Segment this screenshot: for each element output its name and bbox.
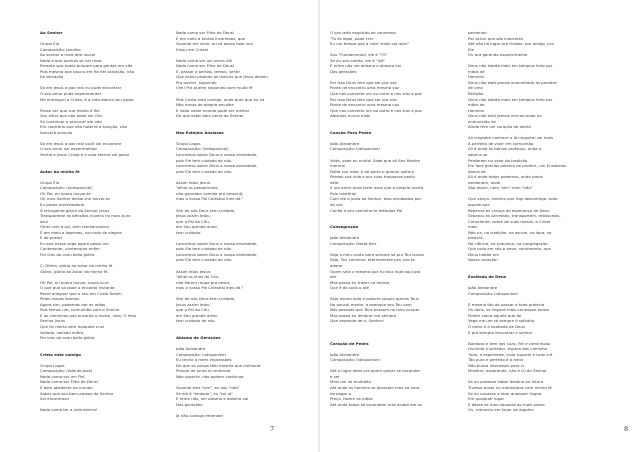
lyric-line: Confia a seu caminho te métodos Pai <box>330 207 403 213</box>
lyric-line: Lancemos sobre Deus a nossa ansiedade, <box>176 251 258 257</box>
lyric-line: dele. <box>330 179 340 185</box>
lyric-line: mãos de <box>468 102 485 108</box>
lyric-line: Nada como ser Filho de Deus! <box>176 63 235 69</box>
lyric-line: Lancemos sobre Deus a nossa ansiedade, <box>176 240 258 246</box>
lyric-line: Que nos converte um ao outro e nos traz a paz <box>330 91 422 97</box>
lyric-line: Só em Jesus a paz real eu pude encontrar <box>40 85 122 91</box>
lyric-line: Porque de junto eu entendo <box>176 368 231 374</box>
lyric-line: Saber que sou bem-ambas do Senhor <box>40 390 114 396</box>
lyric-line: Por achar que são inocentes <box>468 35 524 41</box>
lyric-line: houverá solução <box>40 129 73 135</box>
lyric-line: Mas possa eu lembrar me sempre <box>330 312 397 318</box>
lyric-line: Preço, fazem as mãos <box>330 396 373 402</box>
lyric-line: Jesus assim falou, <box>176 301 211 307</box>
lyric-line: Que tudo em nós o amor, sentimento, que <box>468 246 551 252</box>
lyric-line: mãos de <box>468 68 485 74</box>
lyric-line: De que as coisas têm mesmo que melhorar <box>176 362 261 368</box>
lyric-line: Deus não habita mais em templos feito por <box>468 63 553 69</box>
lyric-line: Vim! Pra querer seguindo com muita fé <box>176 85 253 91</box>
lyric-line: No poucal mente, o exemplo seu Teu vem <box>330 301 412 307</box>
lyric-line: E bem obedecer ao mundo <box>40 385 93 390</box>
lyric-line: Mais um na multidão <box>330 379 371 385</box>
lyric-line: morreu! <box>330 163 346 169</box>
lyric-line: Perderam no valor da tradição <box>468 157 528 163</box>
lyric-line: Bondoso e tem nas suas, fiel e caminhoso <box>468 340 550 346</box>
right-page-column-2 <box>468 30 586 413</box>
lyric-line: Não busca interesses para si <box>468 362 524 368</box>
lyric-line: E entre nós, um abismo e abismo vai <box>176 396 249 402</box>
lyric-line: sabeus se <box>468 152 488 158</box>
lyric-line: Que é do sues o até <box>330 285 369 291</box>
lyric-line: Até onde os homens se abraçam mas na hora <box>330 385 420 390</box>
lyric-line: É mesmo tão de passar e toda profecia <box>468 301 545 307</box>
lyric-line: Nosso coração! <box>468 257 498 263</box>
lyric-line: Por isso Deus tem que ser pra nós <box>330 79 397 85</box>
lyric-line: Agora sim, podemos dar as mãos <box>40 301 106 307</box>
lyric-line: Perante que todos buscam para gentes em vão <box>40 63 133 69</box>
lyric-line: "olhai os lírios do Céu, <box>176 274 220 280</box>
lyric-line: Seja o meu canto para sempre só pro Teu louvor <box>330 251 425 257</box>
lyric-line: de uma <box>468 85 483 91</box>
lyric-line: Nada a que queiras se ver mais <box>40 57 102 63</box>
lyric-line: Lancemos sobre Deus a nossa ansiedade, <box>176 152 258 158</box>
lyric-line: pois Ele tem cuidado de nós. <box>176 157 233 163</box>
lyric-line: Deus habite em <box>468 251 499 257</box>
lyric-line: Eu que nesse sego agora posso ver <box>40 240 110 246</box>
lyric-line: Nada como ser Filho de Deus! <box>176 30 235 35</box>
lyric-line: É em meio a lágrimas, surrindo de alegria <box>40 229 122 235</box>
lyric-line: Deus não está jamais encracurado no <box>468 113 542 119</box>
lyric-line: azul <box>40 218 48 224</box>
lyric-line: Sei encontrasn <box>40 396 70 402</box>
lyric-line: Ou pra gerando esquecimento <box>468 52 528 58</box>
lyric-line: Oh Pai, eu quero louvar-te <box>40 190 91 196</box>
left-page <box>0 0 318 452</box>
lyric-line: pois Ele tem cuidado de nós. <box>176 257 233 263</box>
lyric-line: Deus não está jamais aconreitado as paredes <box>468 79 557 85</box>
lyric-line: Composição: Indisponível <box>330 146 380 152</box>
lyric-line: Quando me sinto, eu só posso falar seu <box>176 41 254 47</box>
song-title: Canção Para Pedro <box>330 129 372 135</box>
lyric-line: em Seu grande amor, <box>176 312 219 318</box>
lyric-line: João Alexandre <box>330 351 360 357</box>
lyric-line: Não suporta, não podem continuar <box>176 373 244 379</box>
lyric-line: Ali ninguém conhece o lá ninguém vai mais <box>468 135 554 141</box>
lyric-line: Grupo Logos <box>40 362 65 368</box>
lyric-line: de pagar o <box>330 390 352 396</box>
lyric-line: Oh Pai, eu quero louvar, louvá-lo-ei <box>40 279 109 285</box>
lyric-line: Eu tenho a mem impressões <box>176 357 232 363</box>
lyric-line: Abismos nunca mais <box>330 113 371 119</box>
lyric-line: Se eu ousasse a falar qualquer língua <box>468 390 542 396</box>
lyric-line: Composição: Indisponível <box>176 351 226 357</box>
lyric-line: mas o vosso Pai Celestial lhes dá." <box>176 285 244 291</box>
lyric-line: Já não consigo entender <box>176 412 224 418</box>
lyric-line: Pois mesmo que pouco em Ho fiel salvação, não <box>40 68 135 74</box>
lyric-line: Não na, na tradição, na escola, na lapa, na <box>468 229 552 235</box>
lyric-line: Vallade, vallada enfim, <box>40 329 85 335</box>
lyric-line: Que foi morto sem maquela cruz <box>40 323 105 329</box>
lyric-line: Se continuar a procurar em vão <box>40 118 102 124</box>
lyric-line: E desse as mas riquezas ao mais pobre <box>468 401 545 407</box>
lyric-line: Só em Jesus a paz real você vai encontrar <box>40 140 122 146</box>
lyric-line: Consciente, sobre de suas mesas, a Cristo <box>468 218 551 224</box>
lyric-line: Por trás do ceou bello glória <box>40 251 95 257</box>
lyric-line: Composição: Jandiho <box>40 46 81 52</box>
right-page-number: 8 <box>624 425 629 433</box>
lyric-line: Tão puro e perfeito é o amor <box>468 357 524 363</box>
lyric-line: Que vença, menino que fugi descarrega, tudo <box>468 196 558 202</box>
lyric-line: Que nos converte um ao outro e nos traz a paz <box>330 107 422 113</box>
lyric-line: Se eu sou careta, ele é "ijiã" <box>330 57 386 63</box>
lyric-line: Assim falou Jesus: <box>176 179 212 185</box>
lyric-line: Que estou pisando as marcas que Jesus deixou <box>176 74 268 80</box>
lyric-line: Olhei com o sol, sem reerkencidora, <box>40 224 111 230</box>
lyric-line: perdendo <box>468 30 487 35</box>
lyric-line: Até onde todos se escondem mas acaba em se <box>330 401 422 407</box>
lyric-line: Mistério, esperando, não é cú do Senhor <box>468 368 547 374</box>
lyric-line: Que depende de ti, Senhor! <box>330 318 384 324</box>
lyric-line: não guardam comida pra amanhã, <box>176 190 244 196</box>
lyric-line: Ponte de encontro uma mesma voz <box>330 85 400 91</box>
lyric-line: Composição: Marta Kerr <box>330 240 377 246</box>
lyric-line: Ali é onde os barcos profanos, onde o <box>468 146 542 152</box>
lyric-line: Ainda fere um coração de pedra <box>468 124 531 130</box>
lyric-line: Pois temos um, comunhão com o Senhor <box>40 307 120 313</box>
lyric-line: Religião <box>468 91 484 97</box>
lyric-line: Grupo Logos <box>176 140 201 146</box>
lyric-line: Sim de nós Deus tem cuidado, <box>176 296 236 302</box>
lyric-line: Homens <box>468 74 484 80</box>
lyric-line: donos de <box>468 168 486 174</box>
song-title: Não Estejais Ansiosos <box>176 129 224 135</box>
song-title: Ao Senhor <box>40 30 63 35</box>
lyric-line: Repensa as crença da esperança de Deus <box>468 207 550 213</box>
lyric-line: Ali é onde todos podemos, onde todos <box>468 174 543 180</box>
song-title: Exaltada de Deus <box>468 274 507 280</box>
lyric-line: Das gerações <box>176 401 203 407</box>
lyric-line: Em contrário que não hoterra a solução, não <box>40 124 128 130</box>
lyric-line: "Tu és legal, pode crer <box>330 35 374 41</box>
lyric-line: Contemplar, contemplar enfim <box>40 246 100 252</box>
lyric-line: Ao senhor a mais alto louvor <box>40 52 96 58</box>
lyric-line: São assim, nem "sim" nem "não" <box>468 185 533 191</box>
lyric-line: Quem seja o mesmo que tu teus hoje aqui pra <box>330 268 421 274</box>
lyric-line: Pro querer, seguindo <box>176 79 217 85</box>
lyric-line: Me entreguei a Cristo, é a vida eterna sou gozar <box>40 96 134 102</box>
lyric-line: há salvação <box>40 74 64 80</box>
lyric-line: aquele que <box>468 201 490 207</box>
left-page-column-1 <box>40 30 158 413</box>
lyric-line: O seu jeito esquisito de conversar <box>330 30 397 35</box>
lyric-line: Nada como ser Filho de Deus! <box>40 379 99 385</box>
lyric-line: Até o lugar ideal pra quem quiser se esconder <box>330 368 421 374</box>
lyric-line: Assim falou Jesus: <box>176 268 212 274</box>
lyric-line: Homens <box>468 107 484 113</box>
lyric-line: Posso ver que sua Hóstia é fiel <box>40 107 100 113</box>
lyric-line: Composição: (Adauto José) <box>40 368 93 374</box>
lyric-line: E de prazer <box>40 235 63 241</box>
right-page <box>320 0 638 452</box>
lyric-line: Composição: Indisponível <box>330 357 380 363</box>
lyric-line: Em qualquer lugar <box>468 396 505 402</box>
lyric-line: Quando eles "sim", eu sou "não" <box>176 385 240 390</box>
lyric-line: E nada neste mundo pode ser melhor <box>176 107 250 113</box>
lyric-line: E pra sempre encontrar o senhor <box>468 329 533 335</box>
lyric-line: dar <box>330 274 337 280</box>
lyric-line: Perdeu sua vida e por suas fraquezas pediu <box>330 174 415 180</box>
lyric-line: Sou "Fundamental, ele é "TS" <box>330 52 388 58</box>
lyric-line: pois Ele tem cuidado de nós. <box>176 168 233 174</box>
lyric-line: Deus não habita mais em templos feito por <box>468 96 553 102</box>
lyric-line: C: Glória, glória ao autor da minha fé <box>40 262 113 268</box>
lyric-line: Sim de nós Deus tem cuidado, <box>176 207 236 213</box>
lyric-line: Composição: (Indisponível) <box>176 146 229 152</box>
lyric-line: Jesus assim falou, <box>176 213 211 219</box>
lyric-line: Ou, mereceu em favor de alguém <box>468 407 534 413</box>
lyric-line: Do que estar bem perto do Senhor <box>176 113 244 119</box>
lyric-line: Nada como ter a vida eterna! <box>40 407 98 413</box>
lyric-line: e ser <box>330 373 340 379</box>
lyric-line: João Alexandre <box>330 140 360 146</box>
lyric-line: Até não há lugar pra fraldas, pra amigo, pra <box>468 41 554 47</box>
lyric-line: O seu amor pude experimentar <box>40 91 102 97</box>
lyric-line: não fiarem roupa pra vestir, <box>176 279 231 285</box>
lyric-line: perderiam, onde <box>468 179 501 185</box>
lyric-line: A reluzgente glória do Senhor Jesus <box>40 207 110 213</box>
lyric-line: Se eu pudesse saber destino ou futuro <box>468 379 544 385</box>
lyric-line: Nada como ser um Fiel <box>40 373 85 379</box>
lyric-line: Não havas de alegria encolhe <box>176 102 234 108</box>
lyric-line: Tivesse ouser no montanhas com minha fé <box>468 385 552 390</box>
lyric-line: pois Ele tem cuidado de nós. <box>176 246 233 252</box>
lyric-line: Mas possa eu trazer na mente, <box>330 279 391 285</box>
lyric-line: Grupo Élo <box>40 179 60 185</box>
lyric-line: Seja minha vida a palavra saquis queres Teus <box>330 296 419 302</box>
lyric-line: E os caminhos que encanta a morte, vida, O meu <box>40 312 137 318</box>
lyric-line: Nada como ser um servo útil <box>176 57 233 63</box>
lyric-line: João Alexandre <box>330 235 360 241</box>
lyric-line: Das gerações <box>330 68 357 74</box>
lyric-line: E entre nós um abismo o abismo vai <box>330 63 401 69</box>
lyric-line: Volta, sabe eu muito! Sabe que ali Seu Mestre <box>330 157 420 163</box>
lyric-line: que o Pai do Céu, <box>176 307 210 313</box>
lyric-line: Lancemos sobre Deus a nossa ansiedade, <box>176 163 258 169</box>
lyric-line: Separou as correntes, transportem, rebuscelos, <box>468 213 561 219</box>
lyric-line: Tudo, e esperiente, tudo suporta e tudo crê <box>468 351 553 357</box>
lyric-line: Senhor Jesus <box>40 318 66 324</box>
left-page-column-2 <box>176 30 294 418</box>
song-title: Consagração <box>330 224 359 230</box>
song-title: Coração de Pedra <box>330 340 369 346</box>
lyric-line: Transparente as bênçãos nuvens no mais puro <box>40 213 131 219</box>
song-title: Autor da minha fé <box>40 168 80 174</box>
lyric-line: Pois Cristo está comigo, onde quer que eu vá <box>176 96 265 102</box>
lyric-line: mas o vosso Pai Celestial lhes dá." <box>176 196 244 202</box>
lyric-line: Revel aneguar que o seu em Cristo Salem <box>40 290 122 296</box>
lyric-line: Pelo mistério! <box>330 190 357 196</box>
lyric-line: Por trás do ceou bello glória <box>40 335 95 341</box>
song-title: Abismo de Gerações <box>176 335 221 341</box>
lyric-line: tem cuidado. <box>176 229 202 235</box>
lyric-line: Pelas mesas ânimas <box>40 296 80 302</box>
lyric-line: A perfeito de viver em comunhão <box>468 140 534 146</box>
lyric-line: Por isso Deus tem que ser pra nós <box>330 96 397 102</box>
lyric-line: Ponte de encontro uma mesma voz <box>330 102 400 108</box>
lyric-line: em Seu grande amor, <box>176 224 219 230</box>
lyric-line: Eu um tempo que a vida "mais vai rolar" <box>330 41 410 47</box>
lyric-line: O seu amor vai experimentar <box>40 146 98 152</box>
lyric-line: Em face graciás palavra de proferir, um Eusebinas <box>468 163 567 169</box>
lyric-line: Na ciência, na natureza, na congregação <box>468 240 548 246</box>
lyric-line: Vou olhar que não pode ser Céu <box>40 113 103 119</box>
lyric-line: tem cuidado de nós. <box>176 318 216 324</box>
lyric-line: endurecido de <box>468 118 496 124</box>
song-title: Cristo está comigo <box>40 351 81 357</box>
lyric-line: Vega me um só sempre é solitário <box>468 318 535 324</box>
lyric-line: Oh meu Senhor deixar-me louvar-te <box>40 196 110 202</box>
lyric-line: O amor é a exaltada de Deus <box>468 323 526 329</box>
lyric-line: "olhai as passarinhas, <box>176 185 219 191</box>
lyric-line: Grupo Élo <box>40 41 60 47</box>
lyric-line: João Alexandre <box>468 285 498 291</box>
lyric-line: Ele <box>468 46 474 52</box>
left-page-number: 7 <box>270 425 275 433</box>
lyric-line: Composição: (Indisponível) <box>40 185 93 191</box>
lyric-line: que o Pai do Céu, <box>176 218 210 224</box>
right-page-column-1 <box>330 30 448 407</box>
lyric-line: O que que só pode o encanto instante <box>40 285 115 291</box>
lyric-line: de vez <box>330 201 343 207</box>
lyric-line: Deita sua mão, e de perto o quanto sofreu! <box>330 168 415 174</box>
lyric-line: Os dons, os línguas mais cariosque existe <box>468 307 550 313</box>
lyric-line: Com ela o justo ao Senhor, elos perdoados por <box>330 196 422 202</box>
lyric-line: E, passar a perdas, temos, sentir <box>176 68 241 74</box>
lyric-line: mais <box>468 224 478 230</box>
lyric-line: Venha a Jesus Cristo e a vida eterna vai gozar <box>40 152 130 158</box>
lyric-line: Se ele é "embalo", eu "tal lá" <box>176 390 233 396</box>
lyric-line: Glória, glória ao Autor da minha fé. <box>40 268 109 274</box>
lyric-line: Estou em Cristo! <box>176 46 209 52</box>
lyric-line: palavra, <box>468 235 484 241</box>
lyric-line: Humilde e sofredor, espera das caminho <box>468 346 548 352</box>
lyric-line: João Alexandre <box>176 346 206 352</box>
lyric-line: Porém como aquele que foi <box>468 312 522 318</box>
lyric-line: adorar <box>330 262 343 268</box>
lyric-line: Nas pessoas que Teus possam na meu ocupar <box>330 307 420 313</box>
lyric-line: E em meio a tantas incertezas, que <box>176 35 246 41</box>
lyric-line: E um amor mais forte mais que a própria morte, <box>330 185 425 191</box>
lyric-line: Seja, Teu caminho, eternamente pra, pra te <box>330 257 415 263</box>
lyric-line: Eu posso mereciadorar <box>40 201 85 207</box>
lyric-line: Composição: Indisponível <box>468 290 518 296</box>
